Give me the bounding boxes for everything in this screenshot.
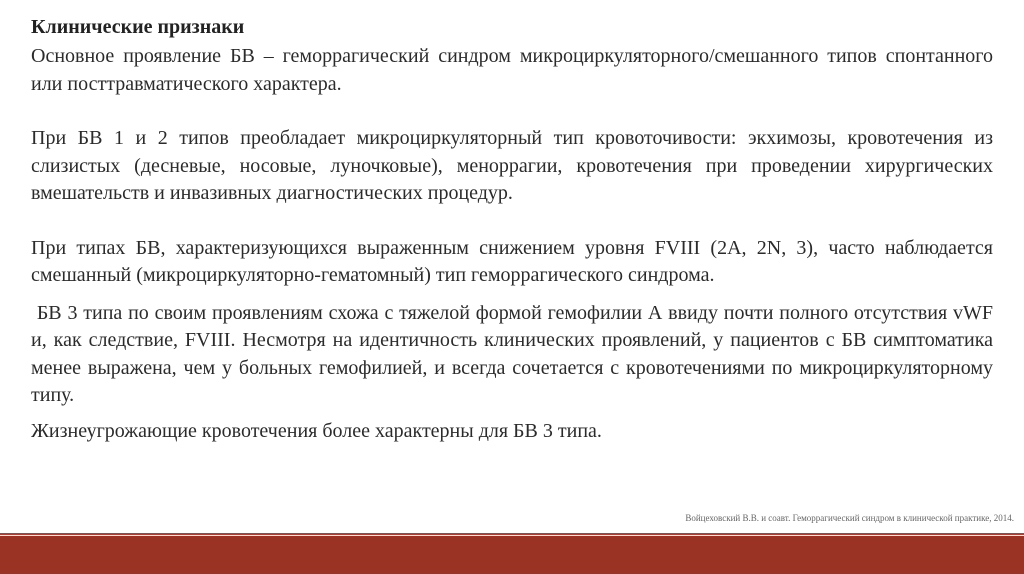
paragraph-type-3: БВ 3 типа по своим проявлениям схожа с тяжелой формой гемофилии А ввиду почти полного отсутствия vWF и, как следствие, FVIII. Несмотря на идентичность клинических проявлений, у пациентов с БВ симптоматика менее выражена, чем у больных гемофилией, и всегда сочетается с кровотечениями по микроциркуляторному типу. bbox=[31, 301, 998, 406]
paragraph-fviii-reduction: При типах БВ, характеризующихся выраженным снижением уровня FVIII (2A, 2N, 3), часто наблюдается смешанный (микроциркуляторно-гематомный) тип геморрагического синдрома. bbox=[31, 236, 993, 286]
citation: Войцеховский В.В. и соавт. Геморрагический синдром в клинической практике, 2014. bbox=[685, 513, 1014, 523]
slide-title: Клинические признаки bbox=[31, 16, 245, 38]
footer-bar bbox=[0, 536, 1024, 574]
slide-content bbox=[31, 14, 998, 445]
footer-divider bbox=[0, 533, 1024, 535]
paragraph-main-manifestation: Основное проявление БВ – геморрагический синдром микроциркуляторного/смешанного типов спонтанного или посттравматического характера. bbox=[31, 45, 993, 95]
paragraph-types-1-2: При БВ 1 и 2 типов преобладает микроциркуляторный тип кровоточивости: экхимозы, кровотечения из слизистых (десневые, носовые, луночковые), меноррагии, кровотечения при проведении хирургических вмешательств и инвазивных диагностических процедур. bbox=[31, 127, 993, 204]
paragraph-life-threatening: Жизнеугрожающие кровотечения более характерны для БВ 3 типа. bbox=[31, 419, 602, 442]
